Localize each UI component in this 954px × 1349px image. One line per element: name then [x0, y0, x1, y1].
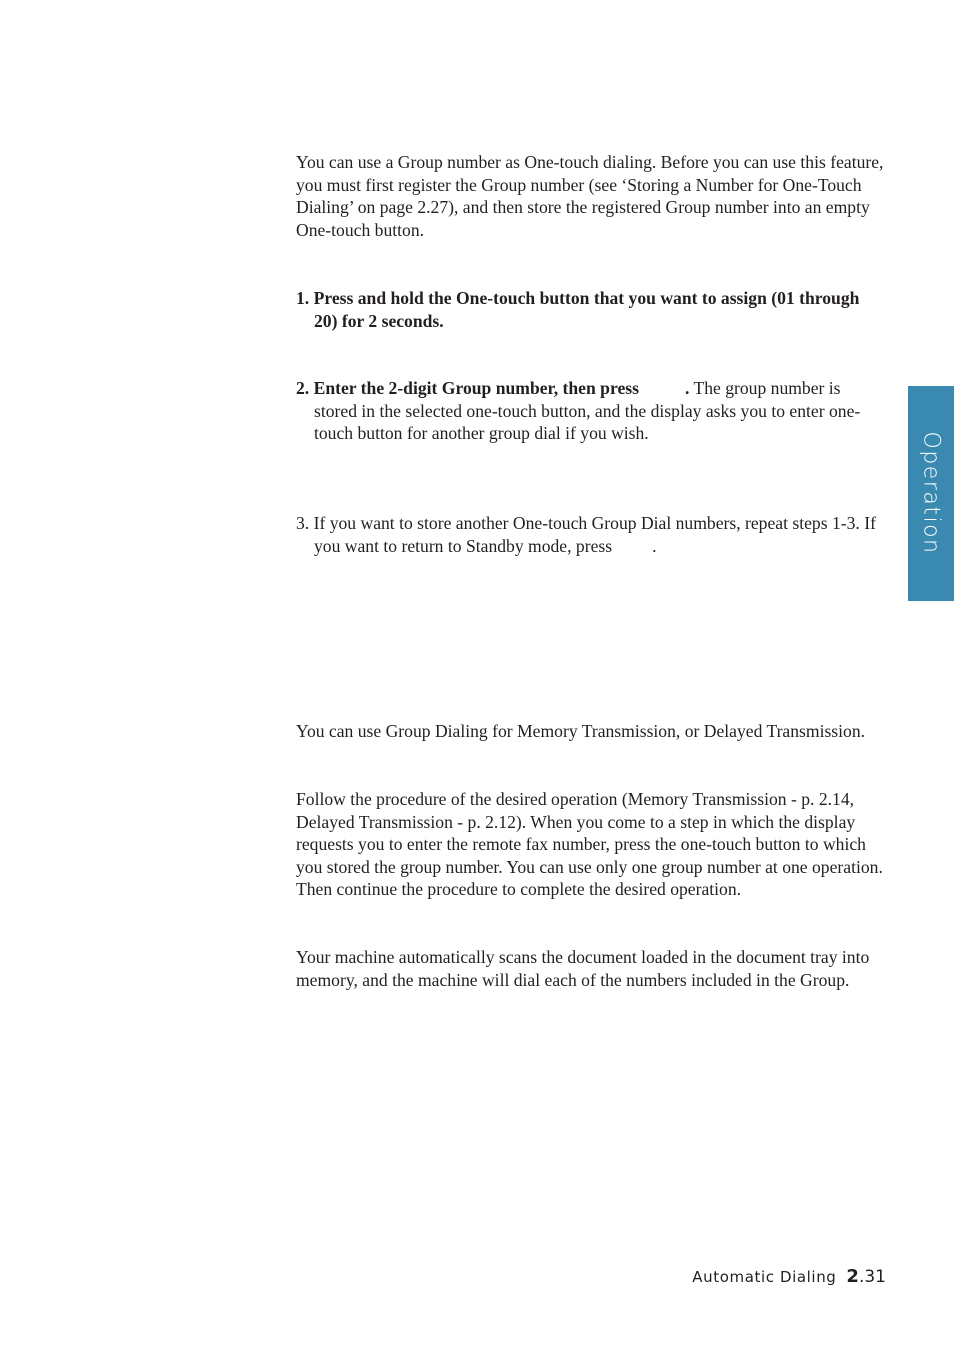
step-3-text: 3. If you want to store another One-touch Group Dial numbers, repeat steps 1-3. If you want to return to Standby mode, press: [296, 513, 876, 556]
step-2-period: .: [684, 378, 690, 398]
section-side-tab: [908, 386, 954, 601]
step-2: [296, 377, 886, 445]
usage-paragraph-2: Follow the procedure of the desired operation (Memory Transmission - p. 2.14, Delayed Transmission - p. 2.12). When you come to a step in which the display requests you to enter the remote fax number, press the one-touch button to which you stored the group number. You can use only one group number at one operation. Then continue the procedure to complete the desired operation.: [296, 789, 883, 900]
step-2-instruction: 2. Enter the 2-digit Group number, then press: [296, 378, 639, 398]
step-3: [296, 512, 886, 557]
footer-section-title: Automatic Dialing: [692, 1268, 837, 1286]
usage-paragraph-3: Your machine automatically scans the document loaded in the document tray into memory, and the machine will dial each of the numbers included in the Group.: [296, 947, 870, 990]
side-tab-label: Operation: [918, 431, 944, 555]
page-footer: [692, 1266, 886, 1287]
step-3-period: .: [652, 535, 657, 556]
step-1: 1. Press and hold the One-touch button that you want to assign (01 through 20) for 2 seconds.: [296, 288, 860, 331]
footer-chapter-number: 2: [846, 1266, 859, 1287]
intro-paragraph: You can use a Group number as One-touch dialing. Before you can use this feature, you must first register the Group number (see ‘Storing a Number for One-Touch Dialing’ on page 2.27), and then store the registered Group number into an empty One-touch button.: [296, 152, 884, 240]
step-2-description: The group number is stored in the selected one-touch button, and the display asks you to enter one-touch button for another group dial if you wish.: [314, 378, 861, 444]
usage-paragraph-1: You can use Group Dialing for Memory Transmission, or Delayed Transmission.: [296, 721, 866, 741]
footer-page-number: .31: [858, 1267, 886, 1287]
